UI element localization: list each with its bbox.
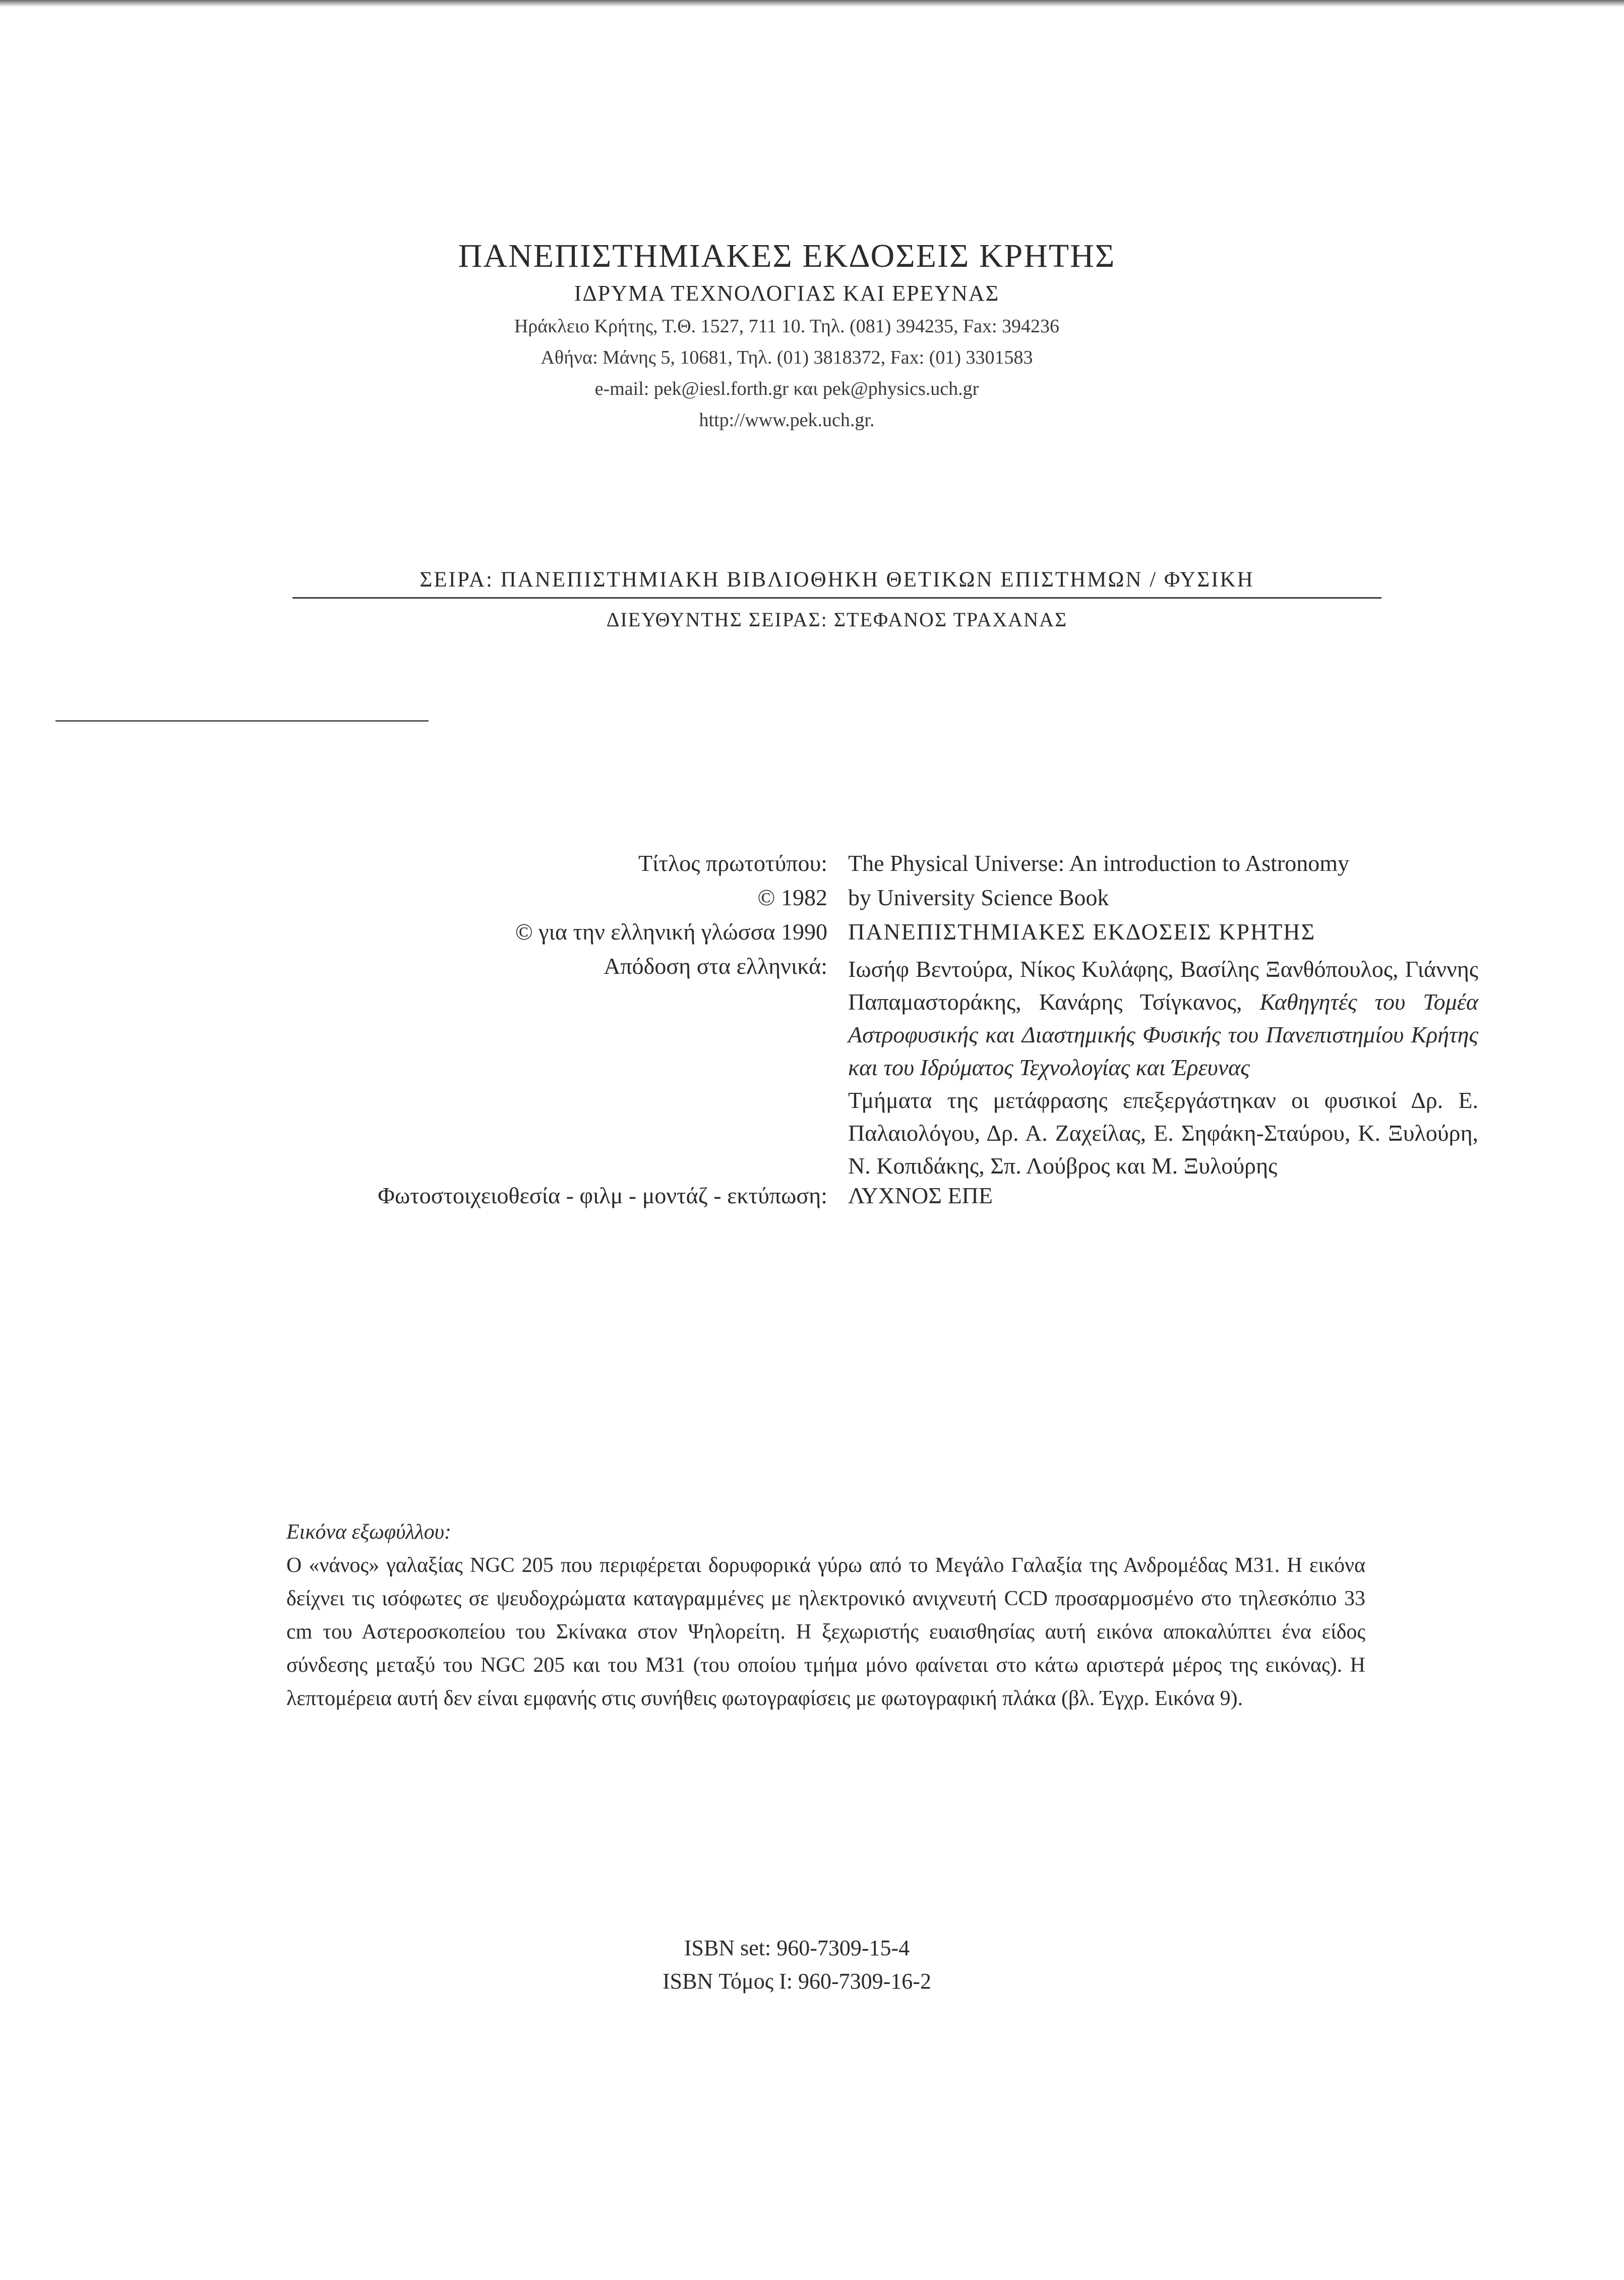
publisher-email: e-mail: pek@iesl.forth.gr και pek@physics.uch.gr [594,378,979,399]
left-divider [55,720,429,722]
isbn-set: ISBN set: 960-7309-15-4 [684,1936,910,1960]
cover-description [286,1515,1365,1715]
cover-text: Ο «νάνος» γαλαξίας NGC 205 που περιφέρεται δορυφορικά γύρω από το Μεγάλο Γαλαξία της Ανδρομέδας Μ31. Η εικόνα δείχνει τις ισόφωτες σε ψευδοχρώματα καταγραμμένες με ηλεκτρονικό ανιχνευτή CCD προσαρμοσμένο στο τηλεσκόπιο 33 cm του Αστεροσκοπείου του Σκίνακα στον Ψηλορείτη. Η ξεχωριστής ευαισθησίας αυτή εικόνα αποκαλύπτει ένα είδος σύνδεσης μεταξύ του NGC 205 και του Μ31 (του οποίου τμήμα μόνο φαίνεται στο κάτω αριστερά μέρος της εικόνας). Η λεπτομέρεια αυτή δεν είναι εμφανής στις συνήθεις φωτογραφίσεις με φωτογραφική πλάκα (βλ. Έγχρ. Εικόνα 9). [286,1554,1365,1710]
series-title: ΣΕΙΡΑ: ΠΑΝΕΠΙΣΤΗΜΙΑΚΗ ΒΙΒΛΙΟΘΗΚΗ ΘΕΤΙΚΩΝ ΕΠΙΣΤΗΜΩΝ / ΦΥΣΙΚΗ [419,568,1254,592]
credit-row-production [0,1182,1624,1216]
series-block [292,567,1381,631]
translators: Ιωσήφ Βεντούρα, Νίκος Κυλάφης, Βασίλης Ξανθόπουλος, Γιάννης Παπαμαστοράκης, Κανάρης Τσίγκανος, [848,956,1478,1015]
publisher-address-heraklion: Ηράκλειο Κρήτης, Τ.Θ. 1527, 711 10. Τηλ. (081) 394235, Fax: 394236 [514,316,1060,337]
publisher-website: http://www.pek.uch.gr. [699,410,875,431]
translation-parts: Τμήματα της μετάφρασης επεξεργάστηκαν οι φυσικοί Δρ. Ε. Παλαιολόγου, Δρ. Α. Ζαχείλας, Ε. Σηφάκη-Σταύρου, Κ. Ξυλούρη, Ν. Κοπιδάκης, Σπ. Λούβρος και Μ. Ξυλούρης [848,1087,1478,1179]
credit-label: Τίτλος πρωτοτύπου: [638,850,827,876]
publisher-address-athens: Αθήνα: Μάνης 5, 10681, Τηλ. (01) 3818372, Fax: (01) 3301583 [540,347,1033,368]
credit-row-translation [0,953,1624,1182]
credit-value: The Physical Universe: An introduction to Astronomy [848,850,1350,876]
publisher-block [0,237,1624,431]
scan-top-edge [0,0,1624,7]
translators-affiliation: Καθηγητές του Τομέα Αστροφυσικής και Διαστημικής Φυσικής του Πανεπιστημίου Κρήτης και του Ιδρύματος Τεχνολογίας και Έρευνας [848,989,1479,1080]
credit-label: © 1982 [757,885,827,910]
credit-label: © για την ελληνική γλώσσα 1990 [515,919,827,945]
credit-value: ΠΑΝΕΠΙΣΤΗΜΙΑΚΕΣ ΕΚΔΟΣΕΙΣ ΚΡΗΤΗΣ [848,919,1316,945]
credit-row-original-title [0,850,1624,884]
credit-value: by University Science Book [848,885,1109,910]
isbn-block [0,1932,1624,1998]
cover-heading: Εικόνα εξωφύλλου: [286,1521,452,1544]
translation-credits [848,953,1478,1182]
publisher-foundation: ΙΔΡΥΜΑ ΤΕΧΝΟΛΟΓΙΑΣ ΚΑΙ ΕΡΕΥΝΑΣ [574,281,1000,306]
isbn-volume: ISBN Τόμος Ι: 960-7309-16-2 [663,1969,931,1994]
credit-label: Φωτοστοιχειοθεσία - φιλμ - μοντάζ - εκτύπωση: [378,1183,827,1208]
credit-label: Απόδοση στα ελληνικά: [604,953,827,979]
credits-block [0,850,1624,1216]
series-divider [292,597,1381,599]
publisher-name: ΠΑΝΕΠΙΣΤΗΜΙΑΚΕΣ ΕΚΔΟΣΕΙΣ ΚΡΗΤΗΣ [458,238,1116,274]
series-director: ΔΙΕΥΘΥΝΤΗΣ ΣΕΙΡΑΣ: ΣΤΕΦΑΝΟΣ ΤΡΑΧΑΝΑΣ [606,608,1068,631]
credit-row-copyright-original [0,884,1624,918]
credit-row-copyright-greek [0,918,1624,953]
credit-value: ΛΥΧΝΟΣ ΕΠΕ [848,1183,993,1208]
